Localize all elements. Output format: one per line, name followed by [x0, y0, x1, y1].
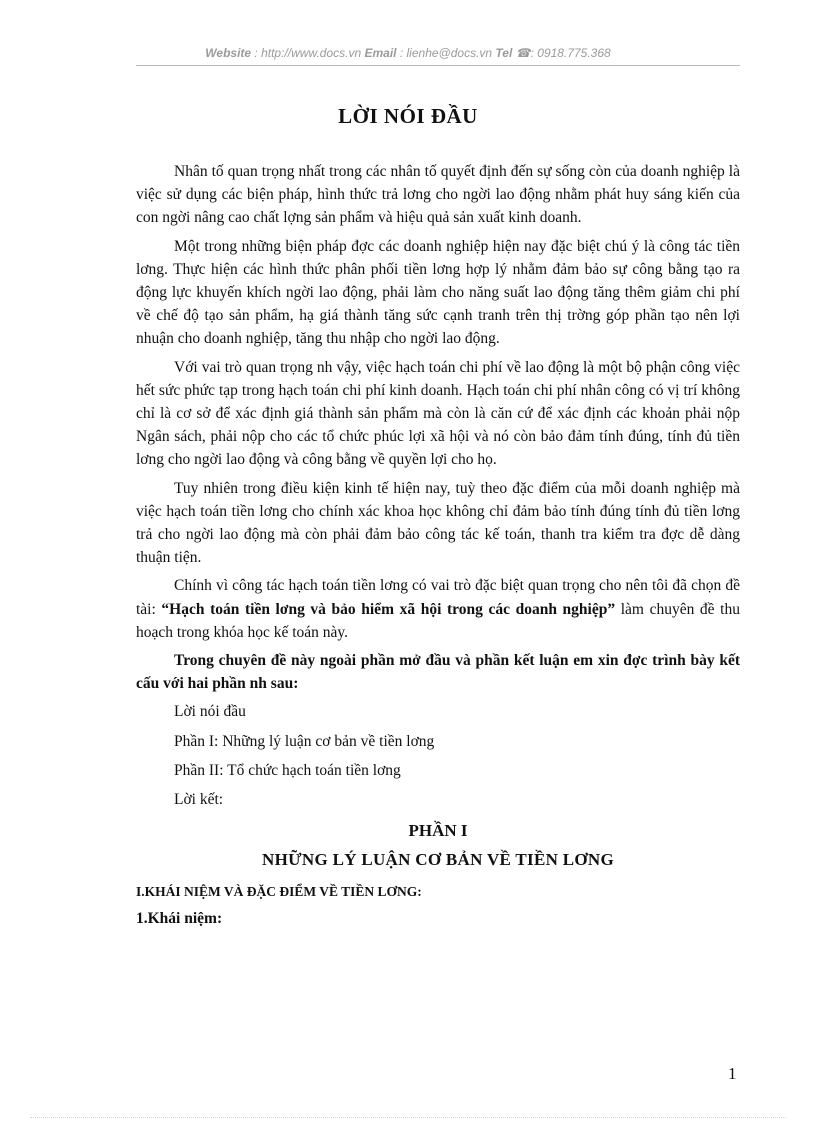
topic-suffix: làm chuyên đề thu hoạch trong khóa học kế toán này. [136, 600, 740, 641]
outline-item: Phần II: Tổ chức hạch toán tiền lơng [174, 761, 401, 779]
topic-title: “Hạch toán tiền lơng và bảo hiểm xã hội trong các doanh nghiệp” [161, 600, 616, 618]
topic-paragraph [136, 574, 740, 644]
header-divider [136, 65, 740, 66]
outline-item: Phần I: Những lý luận cơ bản về tiền lơng [174, 732, 435, 750]
page-number: 1 [728, 1064, 737, 1083]
paragraph: Với vai trò quan trọng nh vậy, việc hạch toán chi phí về lao động là một bộ phận công việc hết sức phức tạp trong hạch toán chi phí kinh doanh. Hạch toán chi phí nhân công có vị trí không chỉ là cơ sở để xác định giá thành sản phẩm mà còn là căn cứ để xác định các khoản phải nộp Ngân sách, phải nộp cho các tổ chức phúc lợi xã hội và nó còn bảo đảm tính đúng, tính đủ tiền lơng cho ngời lao động và công bằng về quyền lợi cho họ. [136, 358, 740, 469]
website-label: Website [205, 46, 252, 60]
structure-paragraph: Trong chuyên đề này ngoài phần mở đầu và phần kết luận em xin đợc trình bày kết cấu với hai phần nh sau: [136, 652, 740, 693]
page-header [0, 46, 816, 60]
outline-item: Lời kết: [174, 791, 224, 809]
document-title: LỜI NÓI ĐẦU [338, 104, 478, 128]
paragraph: Nhân tố quan trọng nhất trong các nhân tố quyết định đến sự sống còn của doanh nghiệp là việc sử dụng các biện pháp, hình thức trả lơng cho ngời lao động nhằm phát huy sáng kiến của con ngời nâng cao chất lợng sản phẩm và hiệu quả sản xuất kinh doanh. [136, 163, 740, 227]
email-address: : lienhe@docs.vn [399, 46, 493, 60]
paragraph: Tuy nhiên trong điều kiện kinh tế hiện nay, tuỳ theo đặc điểm của mỗi doanh nghiệp mà việc hạch toán tiền lơng cho chính xác khoa học không chỉ đảm bảo tính đúng tính đủ tiền lơng trả cho ngời lao động mà còn phải đảm bảo công tác kế toán, thanh tra kiểm tra đợc dễ dàng thuận tiện. [136, 479, 740, 567]
subsection-heading: 1.Khái niệm: [136, 909, 223, 927]
part-title: NHỮNG LÝ LUẬN CƠ BẢN VỀ TIỀN LƠNG [262, 850, 614, 870]
footer-divider [30, 1117, 786, 1118]
section-heading: I.KHÁI NIỆM VÀ ĐẶC ĐIỂM VỀ TIỀN LƠNG: [136, 883, 422, 899]
paragraph: Một trong những biện pháp đợc các doanh nghiệp hiện nay đặc biệt chú ý là công tác tiền lơng. Thực hiện các hình thức phân phối tiền lơng hợp lý nhằm đảm bảo sự công bằng tạo ra động lực khuyến khích ngời lao động, phải làm cho năng suất lao động tăng thêm giảm chi phí về chế độ tạo sản phẩm, hạ giá thành tăng sức cạnh tranh trên thị trờng góp phần tạo nên lợi nhuận cho doanh nghiệp, tăng thu nhập cho ngời lao động. [136, 237, 740, 348]
part-heading: PHẦN I [408, 821, 468, 841]
outline-item: Lời nói đầu [174, 703, 246, 721]
document-body [136, 160, 740, 930]
topic-prefix: Chính vì công tác hạch toán tiền lơng có vai trò đặc biệt quan trọng cho nên tôi đã chọn đề tài: [136, 577, 740, 618]
website-url: : http://www.docs.vn [254, 46, 362, 60]
email-label: Email [364, 46, 397, 60]
tel-label: Tel [495, 46, 513, 60]
tel-number: ☎: 0918.775.368 [515, 46, 611, 60]
